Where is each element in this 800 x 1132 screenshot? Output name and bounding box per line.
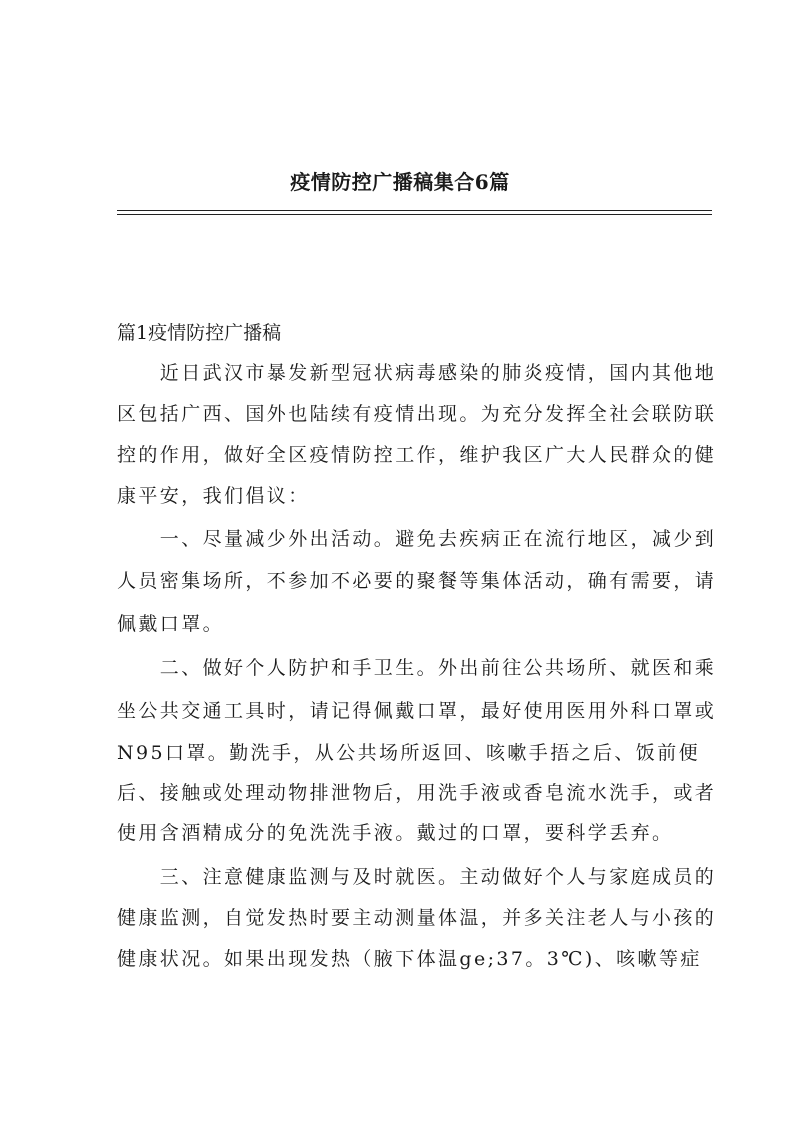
paragraph-line: 区包括广西、国外也陆续有疫情出现。为充分发挥全社会联防联 xyxy=(117,403,717,425)
paragraph-line: 三、注意健康监测与及时就医。主动做好个人与家庭成员的 xyxy=(117,866,717,888)
paragraph-line: 控的作用，做好全区疫情防控工作，维护我区广大人民群众的健 xyxy=(117,444,717,466)
paragraph-line: 近日武汉市暴发新型冠状病毒感染的肺炎疫情，国内其他地 xyxy=(117,362,717,384)
paragraph-line: N95口罩。勤洗手，从公共场所返回、咳嗽手捂之后、饭前便 xyxy=(117,742,701,764)
paragraph-line: 一、尽量减少外出活动。避免去疾病正在流行地区，减少到 xyxy=(117,528,717,550)
section-heading: 篇1疫情防控广播稿 xyxy=(117,322,282,344)
paragraph-line: 康平安，我们倡议： xyxy=(117,485,310,507)
paragraph-line: 坐公共交通工具时，请记得佩戴口罩，最好使用医用外科口罩或 xyxy=(117,700,717,722)
page-title: 疫情防控广播稿集合6篇 xyxy=(290,170,510,194)
paragraph-line: 健康状况。如果出现发热（腋下体温ge;37。3℃)、咳嗽等症 xyxy=(117,948,702,970)
paragraph-line: 后、接触或处理动物排泄物后，用洗手液或香皂流水洗手，或者 xyxy=(117,782,717,804)
paragraph-line: 健康监测，自觉发热时要主动测量体温，并多关注老人与小孩的 xyxy=(117,907,717,929)
paragraph-line: 二、做好个人防护和手卫生。外出前往公共场所、就医和乘 xyxy=(117,657,717,679)
paragraph-line: 佩戴口罩。 xyxy=(117,613,225,635)
paragraph-line: 使用含酒精成分的免洗洗手液。戴过的口罩，要科学丢弃。 xyxy=(117,822,674,844)
title-double-rule xyxy=(117,210,712,215)
paragraph-line: 人员密集场所，不参加不必要的聚餐等集体活动，确有需要，请 xyxy=(117,570,717,592)
